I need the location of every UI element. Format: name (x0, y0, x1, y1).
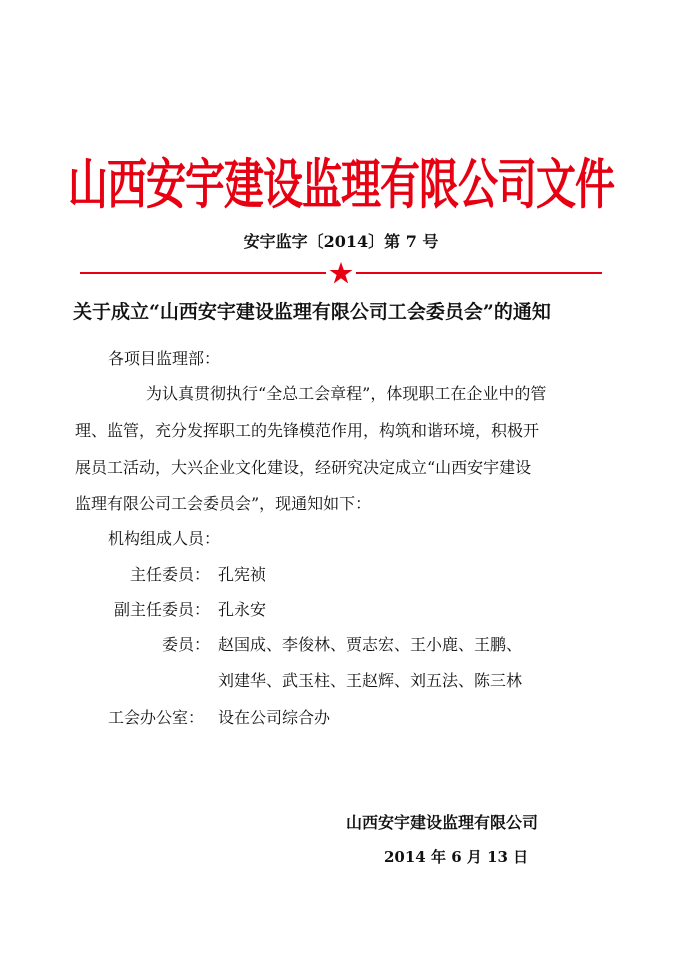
member-names: 孔宪祯 (218, 565, 267, 584)
member-role: 主任委员： (129, 565, 210, 584)
office-label: 工会办公室： (108, 708, 205, 727)
member-role: 委员： (161, 635, 210, 654)
notice-title: 关于成立“山西安宇建设监理有限公司工会委员会”的通知 (73, 301, 551, 323)
paragraph-line: 理、监管，充分发挥职工的先锋模范作用，构筑和谐环境，积极开 (75, 421, 540, 440)
letterhead-title: 山西安宇建设监理有限公司文件 (68, 154, 614, 217)
star-icon (329, 262, 353, 284)
document-number: 安宇监字〔2014〕第 7 号 (243, 232, 439, 251)
signature: 山西安宇建设监理有限公司 (346, 813, 539, 832)
member-names: 孔永安 (218, 600, 267, 619)
salutation: 各项目监理部： (108, 349, 221, 368)
paragraph-line: 为认真贯彻执行“全总工会章程”，体现职工在企业中的管 (146, 384, 547, 403)
issue-date: 2014 年 6 月 13 日 (384, 848, 529, 866)
members-heading: 机构组成人员： (108, 529, 221, 548)
member-role: 副主任委员： (113, 600, 210, 619)
paragraph-line: 展员工活动，大兴企业文化建设，经研究决定成立“山西安宇建设 (75, 458, 532, 477)
divider-line-left (80, 272, 326, 274)
paragraph-line: 监理有限公司工会委员会”，现通知如下： (75, 494, 372, 513)
office-value: 设在公司综合办 (218, 708, 331, 727)
member-names: 刘建华、武玉柱、王赵辉、刘五法、陈三林 (218, 671, 523, 690)
member-names: 赵国成、李俊林、贾志宏、王小鹿、王鹏、 (218, 635, 523, 654)
divider-line-right (356, 272, 602, 274)
